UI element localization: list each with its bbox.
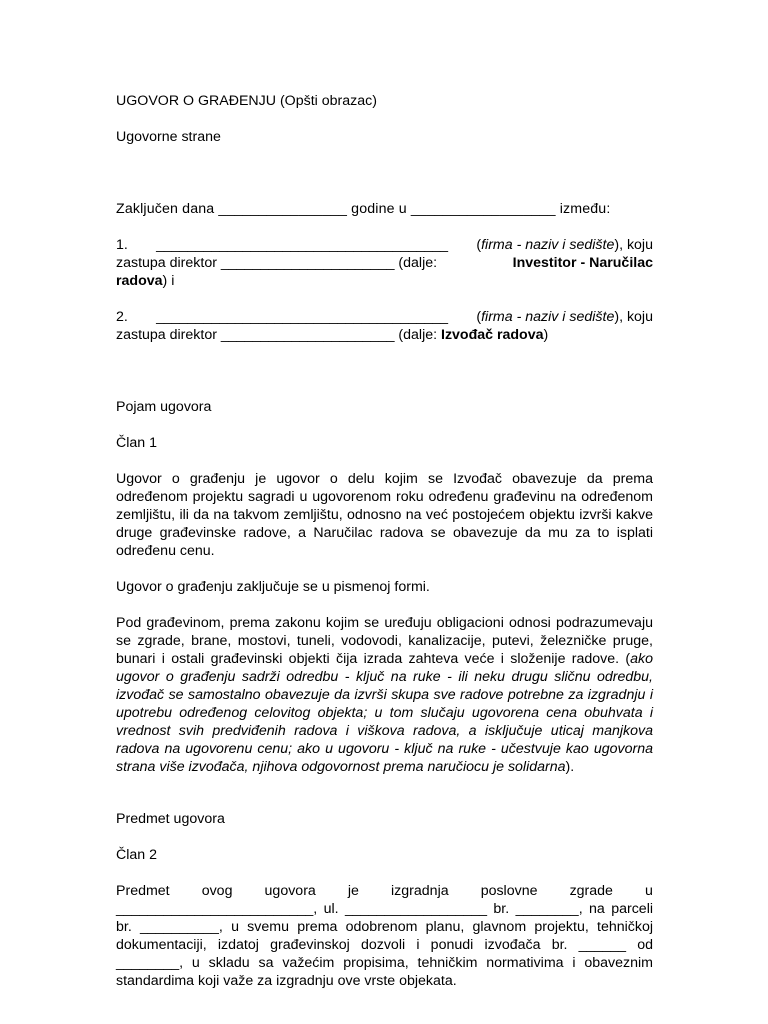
- party-2-role: Izvođač radova: [441, 327, 544, 343]
- article-1-paragraph-1: Ugovor o građenju je ugovor o delu kojim se Izvođač obavezuje da prema određenom projektu sagradi u ugovorenom roku određenu građevinu na određenom zemljištu, ili da na takvom zemljištu, odnosno na već postojećem objektu izvrši kakve druge građevinske radove, a Naručilac radova se obavezuje da mu za to isplati određenu cenu.: [116, 471, 653, 559]
- party-1-role: Investitor - Naručilac: [512, 255, 653, 271]
- article-2-word: je: [347, 883, 359, 899]
- article-1-paragraph-2: Ugovor o građenju zaključuje se u pismenoj formi.: [116, 579, 430, 595]
- article-2-word: u: [645, 883, 653, 899]
- article-1-p3-italic: ako ugovor o građenju sadrži odredbu - ključ na ruke - ili neku drugu sličnu odredbu, izvođač se samostalno obavezuje da izvrši skupa sve radove potrebne za izgradnju i upotrebu određenog celovitog objekta; u tom slučaju ugovorena cena obuhvata i vrednost svih predviđenih radova i viškova radova, a isključuje uticaj manjkova radova na ugovorenu cenu; ako u ugovoru - ključ na ruke - učestvuje kao ugovorna strana više izvođača, njihova odgovornost prema naručiocu je solidarna: [116, 651, 653, 775]
- article-2-word: Predmet: [116, 883, 170, 899]
- party-2-number: 2.: [116, 309, 128, 325]
- article-1-paragraph-3: [116, 614, 653, 776]
- party-2-paren: (: [476, 309, 482, 325]
- party-1-line-1: [116, 236, 653, 254]
- party-1-number: 1.: [116, 237, 128, 253]
- party-1-paren: (: [476, 237, 482, 253]
- article-2-word: poslovne: [480, 883, 538, 899]
- party-1: [116, 236, 653, 290]
- article-1-p3-text: Pod građevinom, prema zakonu kojim se uređuju obligacioni odnosi podrazumevaju se zgrade, brane, mostovi, tuneli, vodovodi, kanalizacije, putevi, železničke pruge, bunari i ostali građevinski objekti čija izrada zahteva veće i složenije radove. (: [116, 615, 653, 667]
- party-2-end: ): [543, 327, 549, 343]
- party-1-line-3: [116, 272, 653, 290]
- party-1-role-cont: radova: [116, 273, 163, 289]
- party-1-blank: _____________________________________: [156, 237, 449, 253]
- article-1-p3-end: ).: [565, 759, 575, 775]
- article-2-word: zgrade: [569, 883, 613, 899]
- article-2-word: ovog: [201, 883, 233, 899]
- article-1-heading: Član 1: [116, 435, 158, 451]
- party-2-koju: ), koju: [614, 309, 653, 325]
- party-1-end: ) i: [162, 273, 175, 289]
- party-2-line-1: [116, 308, 653, 326]
- document-title: UGOVOR O GRAĐENJU (Opšti obrazac): [116, 93, 377, 109]
- party-1-koju: ), koju: [614, 237, 653, 253]
- party-2-firm-hint: firma - naziv i sedište: [481, 309, 615, 325]
- article-2-line-1: [116, 882, 653, 900]
- article-2-word: ugovora: [264, 883, 316, 899]
- party-2: [116, 308, 653, 344]
- subject-heading: Predmet ugovora: [116, 811, 225, 827]
- concluded-line: Zaključen dana ________________ godine u __________________ između:: [116, 201, 611, 217]
- party-2-blank: _____________________________________: [156, 309, 449, 325]
- parties-heading: Ugovorne strane: [116, 129, 221, 145]
- party-1-line-2: [116, 254, 653, 272]
- article-2-body: _________________________, ul. __________________ br. ________, na parceli br. __________, u svemu prema odobrenom planu, glavnom projektu, tehničkoj dokumentaciji, izdatoj građevinskoj dozvoli i ponudi izvođača br. ______ od ________, u skladu sa važećim propisima, tehničkim normativima i obaveznim standardima koji važe za izgradnju ove vrste objekata.: [116, 901, 653, 989]
- party-1-firm-hint: firma - naziv i sedište: [481, 237, 615, 253]
- party-2-director: zastupa direktor ______________________ (dalje:: [116, 327, 441, 343]
- party-1-director: zastupa direktor ______________________ (dalje:: [116, 255, 438, 271]
- party-2-line-2: [116, 326, 653, 344]
- article-2-paragraph: [116, 882, 653, 990]
- concept-heading: Pojam ugovora: [116, 399, 212, 415]
- article-2-heading: Član 2: [116, 847, 158, 863]
- article-2-word: izgradnja: [391, 883, 449, 899]
